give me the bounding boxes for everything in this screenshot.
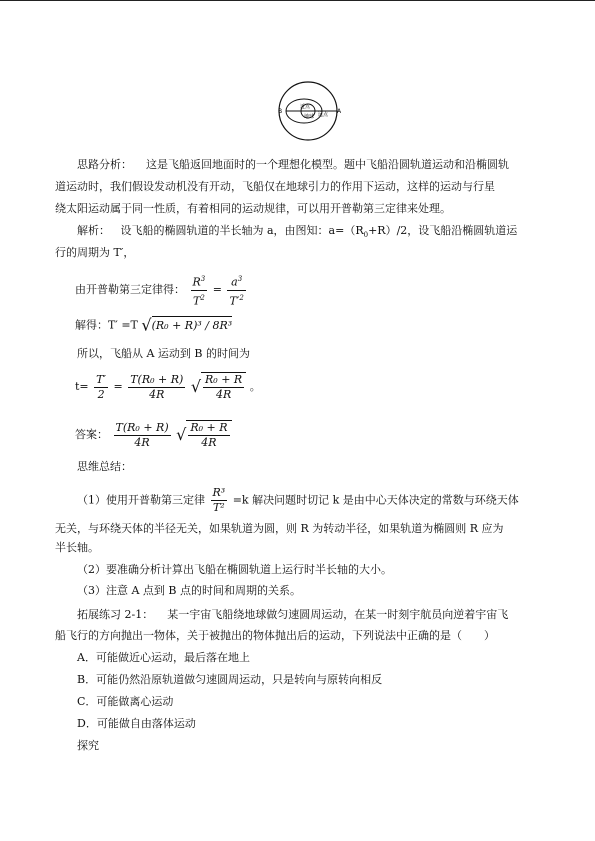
summary-1-c: 无关，与环绕天体的半径无关，如果轨道为圆，则 R 为转动半径，如果轨道为椭圆则 R 应为	[55, 522, 504, 535]
top-rule	[0, 0, 595, 1]
answer-den: 4R	[134, 435, 150, 449]
fraction-a3-tp2	[227, 272, 245, 308]
ext-label: 拓展练习 2-1：	[77, 608, 154, 621]
fraction-k	[211, 486, 228, 515]
ext-line-1	[55, 604, 555, 625]
option-d: D．可能做自由落体运动	[77, 717, 196, 730]
period-mark: 。	[249, 380, 261, 393]
t-eq: t=	[75, 380, 89, 393]
label-near: 近点	[300, 104, 311, 110]
equals-sign: =	[212, 283, 222, 297]
fraction-trr-4r	[128, 373, 185, 402]
var-tp: T′	[229, 294, 240, 308]
sqrt-body: (R₀ + R)³ / 8R³	[152, 316, 233, 335]
option-c: C．可能做离心运动	[77, 695, 174, 708]
ext-line-2: 船飞行的方向抛出一物体，关于被抛出的物体抛出后的运动，下列说法中正确的是（ ）	[55, 629, 495, 642]
solution-text-1c: +R）/2，设飞船沿椭圆轨道运	[368, 224, 518, 237]
var-a: a	[231, 275, 238, 289]
sqrt-den: 4R	[215, 388, 232, 401]
analysis-label: 思路分析：	[77, 158, 132, 171]
analysis-text-1: 这是飞船返回地面时的一个理想化模型。题中飞船沿圆轨道运动和沿椭圆轨	[146, 158, 509, 171]
exp-2: 2	[200, 293, 205, 302]
num-trr: T(R₀ + R)	[130, 372, 184, 386]
solution-label: 解析：	[77, 224, 110, 237]
summary-2: （2）要准确分析计算出飞船在椭圆轨道上运行时半长轴的大小。	[77, 563, 392, 576]
label-b: B	[278, 108, 283, 115]
analysis-line-1	[55, 154, 555, 175]
summary-1-a: （1）使用开普勒第三定律	[77, 493, 205, 507]
time-equation	[75, 372, 261, 402]
solve-intro: 解得：T′ =T	[75, 318, 138, 332]
label-earth: 地球	[304, 114, 315, 120]
kepler-equation	[75, 272, 248, 308]
solution-text-1: 设飞船的椭圆轨道的半长轴为 a，由图知：a=（R	[120, 224, 364, 237]
label-a: A	[337, 108, 342, 115]
answer-label: 答案：	[75, 428, 108, 441]
subscript-zero: 0	[363, 231, 369, 240]
equals-sign-2: =	[113, 380, 123, 393]
summary-1-line	[77, 486, 519, 515]
answer-sqrt-num: R₀ + R	[190, 421, 228, 434]
solve-equation	[75, 316, 232, 335]
summary-1-d: 半长轴。	[55, 541, 99, 554]
answer-sqrt: √ $\frac{\text{R₀ + R}}{4R}$	[176, 420, 231, 450]
exp-3b: 3	[237, 275, 243, 283]
summary-3: （3）注意 A 点到 B 点的时间和周期的关系。	[77, 584, 302, 597]
option-b: B．可能仍然沿原轨道做匀速圆周运动，只是转向与原转向相反	[77, 673, 383, 686]
orbit-diagram	[274, 80, 344, 142]
sqrt-fraction: √ $\frac{\text{R₀ + R}}{4R}$	[191, 372, 246, 402]
summary-1-b: =k 解决问题时切记 k 是由中心天体决定的常数与环绕天体	[232, 493, 519, 507]
label-far: 远点	[318, 112, 329, 118]
kepler-intro: 由开普勒第三定律得：	[75, 283, 185, 297]
fraction-r3-t2	[191, 272, 208, 308]
analysis-line-2: 道运动时，我们假设发动机没有开动，飞船仅在地球引力的作用下运动，这样的运动与行星	[55, 180, 495, 193]
fraction-tp-2	[94, 373, 108, 402]
solution-line-2: 行的周期为 T′，	[55, 246, 135, 259]
answer-equation	[75, 420, 232, 450]
var-r: R	[192, 275, 201, 289]
answer-num: T(R₀ + R)	[115, 420, 169, 434]
sqrt-num: R₀ + R	[205, 373, 243, 386]
k-num: R³	[212, 486, 226, 499]
sqrt-expression: √(R₀ + R)³ / 8R³	[141, 315, 233, 335]
option-a: A．可能做近心运动，最后落在地上	[77, 651, 250, 664]
num-tp: T′	[96, 372, 106, 386]
var-t: T	[192, 294, 201, 308]
explore-label: 探究	[77, 739, 99, 752]
den-2: 2	[97, 387, 105, 401]
exp-3: 3	[200, 275, 206, 283]
answer-fraction	[114, 421, 171, 450]
ext-text-1: 某一宇宙飞船绕地球做匀速圆周运动，在某一时刻宇航员向逆着宇宙飞	[167, 608, 509, 621]
den-4r: 4R	[149, 387, 165, 401]
analysis-line-3: 绕太阳运动属于同一性质，有着相同的运动规律，可以用开普勒第三定律来处理。	[55, 202, 451, 215]
so-line: 所以，飞船从 A 运动到 B 的时间为	[77, 347, 251, 360]
answer-sqrt-den: 4R	[201, 436, 217, 449]
exp-2b: 2	[239, 293, 244, 302]
summary-label: 思维总结：	[77, 460, 132, 473]
k-den: T²	[212, 501, 225, 514]
